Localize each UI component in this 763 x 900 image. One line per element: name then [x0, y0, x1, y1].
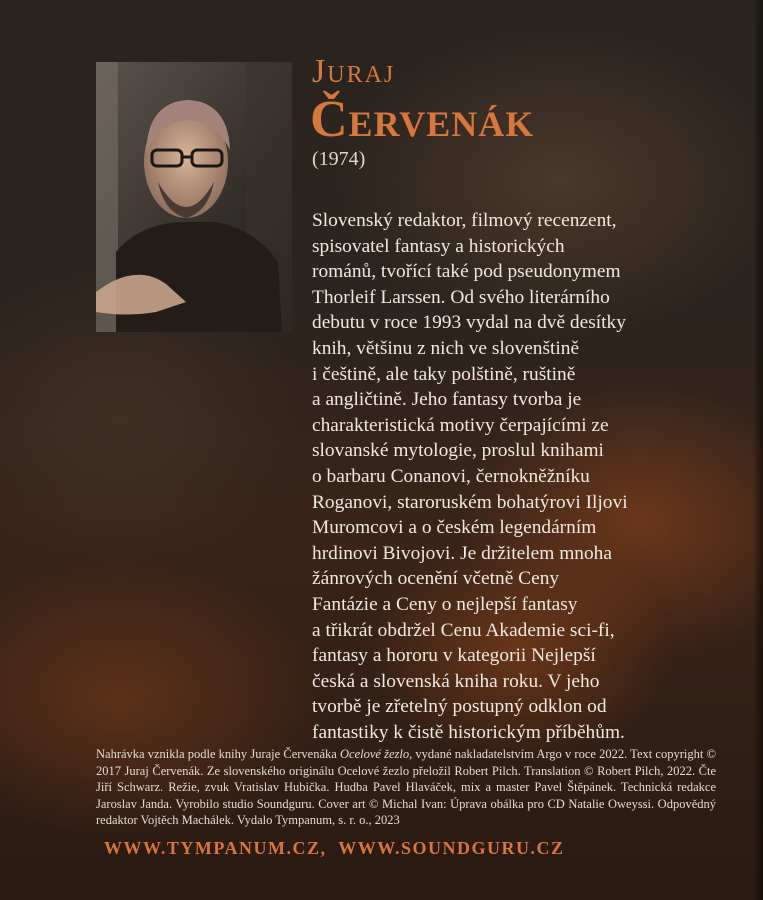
author-last-name: Červenák	[310, 91, 535, 148]
bio-line: debutu v roce 1993 vydal na dvě desítky	[312, 312, 626, 334]
bio-line: slovanské mytologie, proslul knihami	[312, 440, 604, 462]
website-tympanum[interactable]: WWW.TYMPANUM.CZ,	[104, 838, 327, 858]
bio-line: Fantázie a Ceny o nejlepší fantasy	[312, 593, 578, 615]
bio-line: Slovenský redaktor, filmový recenzent,	[312, 210, 617, 231]
bio-line: Muromcovi a o českém legendárním	[312, 517, 597, 539]
website-soundguru[interactable]: WWW.SOUNDGURU.CZ	[338, 838, 565, 858]
bio-line: Roganovi, staroruském bohatýrovi Iljovi	[312, 491, 628, 513]
author-portrait-icon	[96, 62, 292, 332]
cover-edge-shadow	[753, 0, 763, 900]
author-biography	[312, 208, 722, 745]
bio-line: knih, většinu z nich ve slovenštině	[312, 337, 580, 359]
bio-line: fantasy a hororu v kategorii Nejlepší	[312, 645, 596, 667]
credits-book-title: Ocelové žezlo	[340, 747, 410, 761]
bio-line: hrdinovi Bivojovi. Je držitelem mnoha	[312, 542, 612, 564]
bio-line: i češtině, ale taky polštině, ruštině	[312, 363, 576, 385]
credits-details: , vydané nakladatelstvím Argo v roce 2022. Text copyright © 2017 Juraj Červenák. Ze slovenského originálu Ocelové žezlo přeložil Robert Pilch. Translation © Robert Pilch, 2022. Čte Jiří Schwarz. Režie, zvuk Vratislav Hubička. Hudba Pavel Hlaváček, mix a master Pavel Štěpánek. Technická redakce Jaroslav Janda. Vyrobilo studio Soundguru. Cover art © Michal Ivan: Úprava obálka pro CD Natalie Oweyssi. Odpovědný redaktor Vojtěch Machálek. Vydalo Tympanum, s. r. o., 2023	[96, 747, 716, 828]
publisher-websites	[104, 838, 571, 859]
author-first-name: Juraj	[312, 53, 396, 90]
bio-line: tvorbě je zřetelný postupný odklon od	[312, 696, 607, 718]
production-credits	[96, 746, 716, 829]
author-photo	[96, 62, 292, 332]
bio-line: žánrových ocenění včetně Ceny	[312, 568, 560, 590]
bio-line: Thorleif Larssen. Od svého literárního	[312, 286, 610, 308]
bio-line: česká a slovenská kniha roku. V jeho	[312, 670, 600, 692]
author-birth-year: (1974)	[312, 148, 366, 170]
bio-line: a třikrát obdržel Cenu Akademie sci-fi,	[312, 619, 615, 641]
bio-line: spisovatel fantasy a historických	[312, 235, 565, 257]
bio-line: fantastiky k čistě historickým příběhům.	[312, 721, 625, 743]
bio-line: románů, tvořící také pod pseudonymem	[312, 261, 621, 283]
bio-line: charakteristická motivy čerpajícími ze	[312, 414, 609, 436]
bio-line: o barbaru Conanovi, černokněžníku	[312, 465, 590, 487]
bio-line: a angličtině. Jeho fantasy tvorba je	[312, 389, 582, 411]
credits-intro: Nahrávka vznikla podle knihy Juraje Červenáka	[96, 747, 340, 761]
